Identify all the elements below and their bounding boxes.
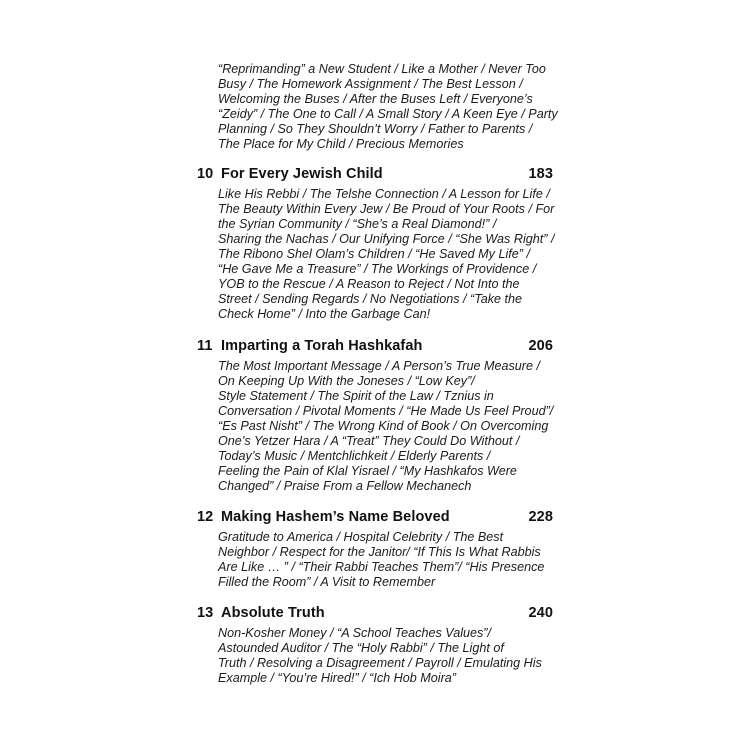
chapter-topics: [218, 530, 556, 590]
chapter-page-number: 240: [528, 605, 553, 621]
chapter-title: For Every Jewish Child: [221, 166, 383, 182]
topic-line: Like His Rebbi / The Telshe Connection / A Lesson for Life /: [218, 187, 550, 201]
topic-line: Filled the Room” / A Visit to Remember: [218, 575, 436, 589]
chapter-12: [197, 508, 553, 590]
chapter-title: Imparting a Torah Hashkafah: [221, 338, 423, 354]
chapter-heading[interactable]: [197, 604, 553, 622]
chapter-topics: [218, 626, 556, 686]
topic-line: “Zeidy” / The One to Call / A Small Story / A Keen Eye / Party: [218, 107, 558, 121]
topic-line: “Es Past Nisht” / The Wrong Kind of Book / On Overcoming: [218, 419, 549, 433]
topic-line: “Reprimanding” a New Student / Like a Mother / Never Too: [218, 62, 546, 76]
topic-line: One’s Yetzer Hara / A “Treat” They Could Do Without /: [218, 434, 520, 448]
topic-line: YOB to the Rescue / A Reason to Reject / Not Into the: [218, 277, 520, 291]
chapter-11: [197, 337, 553, 494]
topic-line: Neighbor / Respect for the Janitor/ “If This Is What Rabbis: [218, 545, 541, 559]
topic-line: Changed” / Praise From a Fellow Mechanech: [218, 479, 472, 493]
topic-line: Are Like … ” / “Their Rabbi Teaches Them”/ “His Presence: [218, 560, 545, 574]
topic-line: the Syrian Community / “She’s a Real Diamond!” /: [218, 217, 497, 231]
topic-line: “He Gave Me a Treasure” / The Workings of Providence /: [218, 262, 537, 276]
topic-line: Non-Kosher Money / “A School Teaches Values”/: [218, 626, 492, 640]
topic-line: Style Statement / The Spirit of the Law / Tznius in: [218, 389, 494, 403]
topic-line: Street / Sending Regards / No Negotiations / “Take the: [218, 292, 523, 306]
chapter-number: 10: [197, 166, 214, 182]
topic-line: Gratitude to America / Hospital Celebrity / The Best: [218, 530, 504, 544]
topic-line: The Place for My Child / Precious Memories: [218, 137, 464, 151]
chapter-number: 12: [197, 509, 214, 525]
chapter-13: [197, 604, 553, 686]
chapter-10: [197, 165, 553, 322]
chapter-heading[interactable]: [197, 508, 553, 526]
chapter-title: Making Hashem’s Name Beloved: [221, 509, 450, 525]
chapter-heading[interactable]: [197, 165, 553, 183]
chapter-number: 13: [197, 605, 214, 621]
topic-line: Planning / So They Shouldn’t Worry / Father to Parents /: [218, 122, 533, 136]
topic-line: The Beauty Within Every Jew / Be Proud of Your Roots / For: [218, 202, 555, 216]
topic-line: The Most Important Message / A Person’s True Measure /: [218, 359, 540, 373]
topic-line: The Ribono Shel Olam’s Children / “He Saved My Life” /: [218, 247, 530, 261]
topic-line: Today’s Music / Mentchlichkeit / Elderly Parents /: [218, 449, 491, 463]
chapter-page-number: 228: [528, 509, 553, 525]
topic-line: Sharing the Nachas / Our Unifying Force / “She Was Right” /: [218, 232, 555, 246]
chapter-9-topics-continued: [218, 62, 556, 152]
topic-line: Feeling the Pain of Klal Yisrael / “My Hashkafos Were: [218, 464, 517, 478]
chapter-topics: [218, 359, 556, 494]
chapter-heading[interactable]: [197, 337, 553, 355]
topic-line: Welcoming the Buses / After the Buses Left / Everyone’s: [218, 92, 533, 106]
chapter-page-number: 183: [528, 166, 553, 182]
topic-line: Truth / Resolving a Disagreement / Payroll / Emulating His: [218, 656, 542, 670]
topic-line: On Keeping Up With the Joneses / “Low Key”/: [218, 374, 475, 388]
topic-line: Busy / The Homework Assignment / The Best Lesson /: [218, 77, 523, 91]
topic-line: Astounded Auditor / The “Holy Rabbi” / The Light of: [218, 641, 504, 655]
chapter-topics: [218, 187, 556, 322]
topic-line: Check Home” / Into the Garbage Can!: [218, 307, 431, 321]
chapter-title: Absolute Truth: [221, 605, 325, 621]
topic-line: Conversation / Pivotal Moments / “He Made Us Feel Proud”/: [218, 404, 554, 418]
chapter-page-number: 206: [528, 338, 553, 354]
chapter-number: 11: [197, 338, 213, 354]
topic-line: Example / “You’re Hired!” / “Ich Hob Moira”: [218, 671, 456, 685]
